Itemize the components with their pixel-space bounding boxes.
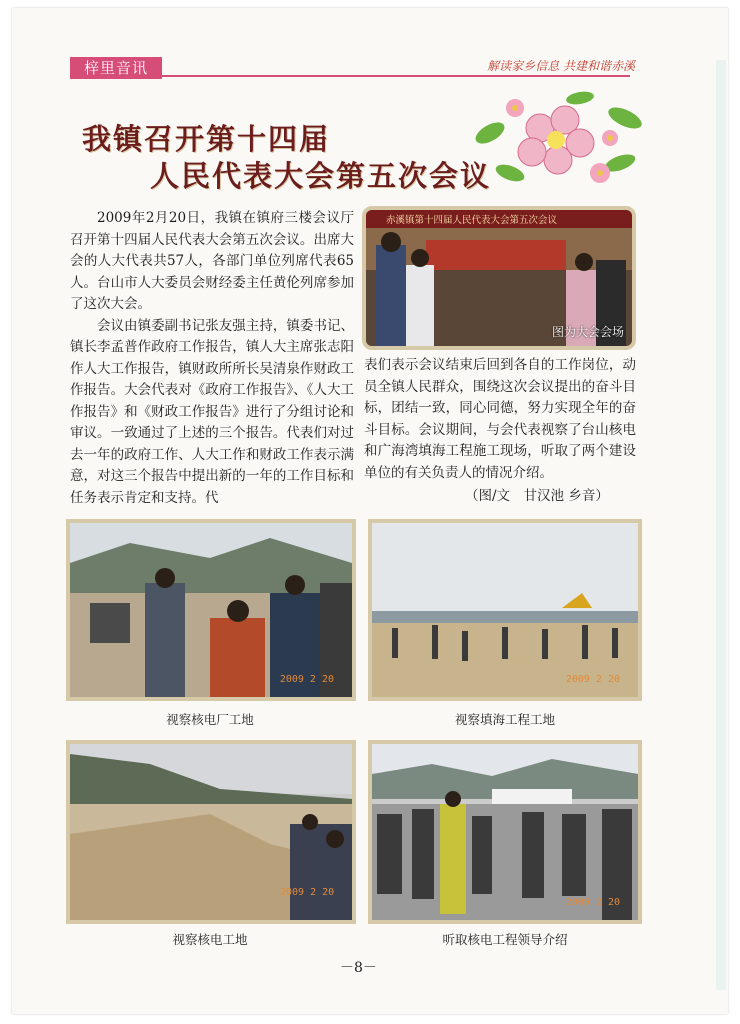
meeting-banner-text: 赤溪镇第十四届人民代表大会第五次会议 — [386, 215, 558, 226]
article-signature: （图/文 甘汉池 乡音） — [465, 488, 609, 504]
photo-caption: 听取核电工程领导介绍 — [442, 932, 568, 947]
page-edge-strip — [716, 60, 726, 990]
section-label: 梓里音讯 — [70, 57, 162, 79]
photo-caption: 视察核电工地 — [172, 932, 248, 947]
meeting-photo — [362, 206, 636, 350]
photo-nuclear-plant-site — [66, 519, 356, 701]
article-paragraph: 会议由镇委副书记张友强主持，镇委书记、镇长李孟普作政府工作报告，镇人大主席张志阳作人大工作报告，镇财政所所长吴清泉作财政工作报告。大会代表对《政府工作报告》、《人大工作报告》和《财政工作报告》进行了分组讨论和审议。一致通过了上述的三个报告。代表们对过去一年的政府工作、人大工作和财政工作表示满意，对这三个报告中提出新的一年的工作目标和任务表示肯定和支持。代 — [70, 317, 354, 506]
article-paragraph: 2009年2月20日，我镇在镇府三楼会议厅召开第十四届人民代表大会第五次会议。出席大会的人大代表共57人，各部门单位列席代表65人。台山市人大委员会财经委主任黄伦列席参加了这次大会。 — [70, 210, 354, 312]
article-body-left — [70, 208, 354, 509]
photo-date-stamp: 2009 2 20 — [280, 887, 335, 898]
header-slogan: 解读家乡信息 共建和谐赤溪 — [487, 59, 635, 73]
photo-briefing-by-leaders — [368, 740, 642, 924]
article-body-right — [364, 355, 636, 484]
photo-reclamation-site — [368, 519, 642, 701]
header-rule — [162, 75, 630, 77]
photo-date-stamp: 2009 2 20 — [565, 674, 620, 685]
photo-caption: 视察核电厂工地 — [166, 712, 254, 727]
photo-caption: 视察填海工程工地 — [454, 712, 555, 727]
meeting-photo-caption: 图为大会会场 — [551, 325, 624, 339]
photo-nuclear-construction — [66, 740, 356, 924]
photo-date-stamp: 2009 2 20 — [279, 674, 334, 685]
article-title-line2: 人民代表大会第五次会议 — [150, 159, 492, 193]
page-number: －8－ — [340, 960, 377, 976]
flower-decoration-icon — [470, 88, 650, 198]
article-paragraph: 表们表示会议结束后回到各自的工作岗位，动员全镇人民群众，围绕这次会议提出的奋斗目标，团结一致，同心同德，努力实现全年的奋斗目标。会议期间，与会代表视察了台山核电和广海湾填海工程施工现场，听取了两个建设单位的有关负责人的情况介绍。 — [364, 357, 636, 481]
article-title-line1: 我镇召开第十四届 — [82, 122, 331, 156]
photo-date-stamp: 2009 2 20 — [565, 897, 620, 908]
